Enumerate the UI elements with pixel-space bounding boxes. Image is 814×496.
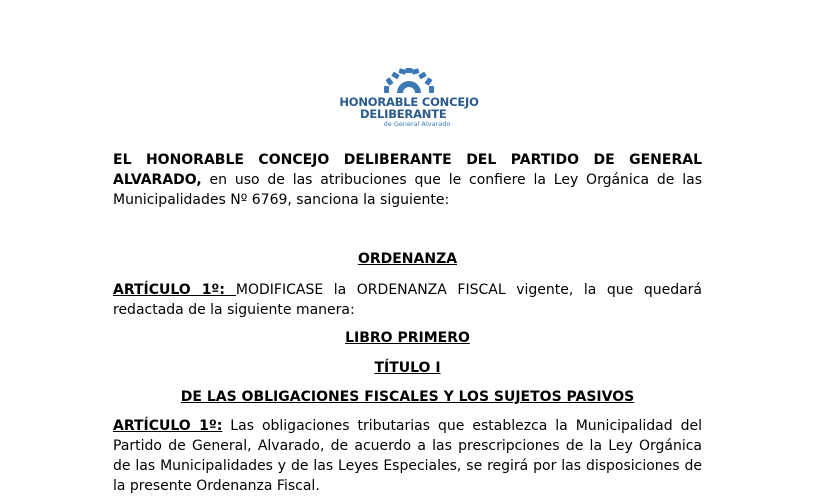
ordenanza-heading: ORDENANZA [357,251,458,267]
section-heading: DE LAS OBLIGACIONES FISCALES Y LOS SUJETOS PASIVOS [180,389,635,405]
article-label: ARTÍCULO 1º: [113,418,223,434]
intro-bold: EL HONORABLE CONCEJO DELIBERANTE DEL PARTIDO DE GENERAL ALVARADO, [113,152,702,188]
logo-subtitle: de General Alvarado [383,120,451,128]
dome-icon [381,66,437,94]
council-logo [334,66,484,130]
logo-title-line1: HONORABLE CONCEJO [339,95,479,109]
intro-paragraph [113,150,702,210]
article-text: Las obligaciones tributarias que establezca la Municipalidad del Partido de General, Alvarado, de acuerdo a las prescripciones de la Ley Orgánica de las Municipalidades y de las Leyes Especiales, se regirá por las disposiciones de la presente Ordenanza Fiscal. [113,418,702,494]
libro-heading: LIBRO PRIMERO [345,330,470,346]
intro-text: en uso de las atribuciones que le confiere la Ley Orgánica de las Municipalidades Nº 6769, sanciona la siguiente: [113,172,702,208]
logo-title-line2: DELIBERANTE [360,107,447,121]
article-1-modification [113,280,702,320]
article-text: MODIFICASE la ORDENANZA FISCAL vigente, la que quedará redactada de la siguiente manera: [113,282,702,318]
article-1-obligations [113,416,702,496]
titulo-heading: TÍTULO I [374,360,441,376]
article-label: ARTÍCULO 1º: [113,282,236,298]
